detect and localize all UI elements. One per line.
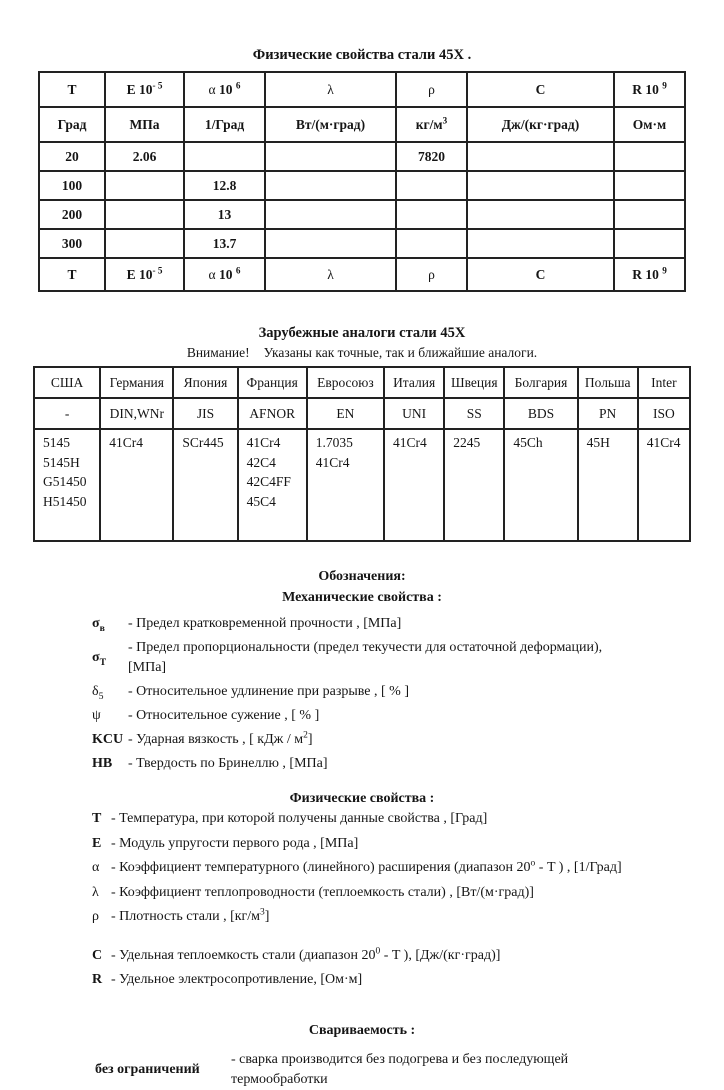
definition-text [111, 968, 362, 993]
country-cell: Болгария [504, 367, 577, 398]
symbol-text: σ [92, 616, 100, 631]
data-cell [467, 142, 614, 171]
phys-def-row-C [92, 944, 694, 969]
phys-data-row-100 [39, 171, 685, 200]
standard-cell: BDS [504, 398, 577, 429]
unit-label: Град [57, 116, 87, 132]
mech-def-row-psi [92, 706, 694, 726]
unit-label: Вт/(м·град) [295, 116, 366, 132]
analog-values-cell [578, 429, 638, 541]
data-cell [467, 229, 614, 258]
definition-post: - T ) , [1/Град] [535, 860, 622, 875]
data-cell: 300 [39, 229, 105, 258]
greek-symbol: ρ [428, 81, 435, 97]
greek-symbol: ρ [428, 266, 435, 282]
definition-sup: о [530, 858, 536, 869]
phys-def-row-alpha [92, 856, 694, 881]
unit-label: кг/м [415, 116, 443, 132]
greek-symbol: λ [327, 81, 334, 97]
data-cell [467, 200, 614, 229]
footer-exponent: 6 [235, 265, 241, 275]
header-cell-rho [396, 72, 467, 107]
definition-text [111, 856, 622, 881]
footer-exponent: 9 [662, 265, 667, 275]
standard-cell: SS [444, 398, 504, 429]
data-cell [396, 229, 467, 258]
data-cell: 7820 [396, 142, 467, 171]
data-cell [265, 229, 396, 258]
header-exponent: - 5 [152, 80, 163, 90]
rho-symbol: ρ [92, 909, 99, 924]
standard-cell: EN [307, 398, 384, 429]
data-cell [396, 171, 467, 200]
foreign-analogs-title: Зарубежные аналоги стали 45Х [258, 325, 466, 341]
analog-values-cell [504, 429, 577, 541]
unit-label: 1/Град [204, 116, 245, 132]
mech-def-row-delta5 [92, 682, 694, 702]
C-symbol: C [92, 947, 103, 963]
header-label: 10 [215, 81, 236, 97]
header-cell-lambda [265, 72, 396, 107]
mech-def-row-sigma-t [92, 638, 694, 678]
analog-grade: 41Cr4 [315, 454, 350, 470]
greek-symbol: λ [327, 266, 334, 282]
hb-symbol [92, 754, 128, 774]
definition-pre: - Удельная теплоемкость стали (диапазон 20 [111, 947, 376, 963]
mechanical-properties-heading: Механические свойства : [282, 590, 442, 605]
country-cell: Евросоюз [307, 367, 384, 398]
phys-data-row-200 [39, 200, 685, 229]
definition-pre: - Удельное электросопротивление, [Ом·м] [111, 972, 363, 987]
data-cell [265, 171, 396, 200]
analog-grade: G51450 [43, 474, 87, 489]
definition-text [128, 754, 328, 774]
country-cell: Франция [238, 367, 307, 398]
E-symbol: E [92, 835, 102, 851]
country-cell: Польша [578, 367, 638, 398]
analog-values-cell [638, 429, 690, 541]
physical-properties-table [38, 71, 686, 292]
delta5-symbol [92, 682, 128, 702]
definition-text [111, 807, 487, 832]
symbol-subscript: T [99, 656, 107, 668]
data-cell [265, 200, 396, 229]
analog-values-cell [173, 429, 237, 541]
header-cell-E [105, 72, 184, 107]
definition-pre: - Твердость по Бринеллю , [МПа] [128, 756, 328, 771]
definition-text [111, 944, 500, 969]
data-cell [614, 142, 685, 171]
definition-text [111, 905, 269, 930]
data-cell [467, 171, 614, 200]
phys-def-row-E [92, 832, 694, 857]
standard-cell: PN [578, 398, 638, 429]
header-label: T [67, 81, 77, 97]
analog-grade: H51450 [43, 493, 87, 509]
psi-symbol [92, 706, 128, 726]
definition-text [128, 638, 608, 678]
header-exponent: 6 [235, 80, 241, 90]
footer-cell-T [39, 258, 105, 291]
country-cell: Швеция [444, 367, 504, 398]
standard-cell: JIS [173, 398, 237, 429]
data-cell: 12.8 [184, 171, 265, 200]
definition-pre: - Предел пропорциональности (предел текучести для остаточной деформации), [МПа] [128, 640, 603, 675]
footer-cell-rho [396, 258, 467, 291]
symbol-text: δ [92, 684, 99, 699]
weldability-heading: Свариваемость : [308, 1022, 416, 1038]
sigma-t-symbol [92, 648, 128, 668]
symbol-text: ψ [92, 708, 101, 723]
mech-def-row-hb [92, 754, 694, 774]
mech-def-row-sigma-b [92, 614, 694, 634]
analog-grade: 2245 [453, 435, 481, 450]
phys-def-row-T [92, 807, 694, 832]
analog-grade: 45C4 [246, 493, 276, 509]
standard-cell: - [34, 398, 100, 429]
notice-text: Указаны как точные, так и ближайшие аналоги. [263, 345, 538, 360]
definition-text [128, 706, 319, 726]
data-cell [265, 142, 396, 171]
definition-post: - T ), [Дж/(кг·град)] [380, 947, 501, 963]
physical-properties-title: Физические свойства стали 45Х . [252, 47, 472, 63]
standard-cell: UNI [384, 398, 444, 429]
weldability-row [95, 1050, 694, 1090]
footer-label: T [67, 266, 77, 282]
phys-header-row [39, 72, 685, 107]
definition-post: ] [307, 732, 313, 747]
analog-grade: 41Cr4 [109, 435, 143, 450]
unit-cell [614, 107, 685, 142]
header-cell-alpha [184, 72, 265, 107]
header-exponent: 9 [662, 80, 667, 90]
definition-sup: 0 [375, 945, 381, 956]
header-cell-T [39, 72, 105, 107]
notice-lead: Внимание! [186, 345, 250, 360]
analog-country-row [34, 367, 690, 398]
analog-grade: 45Ch [513, 435, 543, 450]
physical-properties-heading: Физические свойства : [289, 791, 435, 806]
definition-sup: 3 [260, 907, 265, 918]
kcu-symbol [92, 730, 128, 750]
definition-pre: - Относительное сужение , [ % ] [128, 708, 320, 723]
designations-heading: Обозначения: [318, 569, 406, 584]
phys-def-row-lambda [92, 881, 694, 906]
weldability-term: без ограничений [95, 1061, 200, 1077]
definition-pre: - Коэффициент теплопроводности (теплоемкость стали) , [Вт/(м·град)] [111, 884, 534, 900]
phys-data-row-300 [39, 229, 685, 258]
analog-values-cell [307, 429, 384, 541]
header-cell-C [467, 72, 614, 107]
unit-cell [467, 107, 614, 142]
unit-label: Дж/(кг·град) [501, 116, 580, 132]
data-cell [105, 200, 184, 229]
definition-text [111, 832, 358, 857]
R-symbol: R [92, 972, 103, 987]
country-cell: Италия [384, 367, 444, 398]
alpha-symbol: α [92, 860, 100, 875]
unit-cell [39, 107, 105, 142]
analog-values-cell [238, 429, 307, 541]
unit-exponent: 3 [442, 115, 448, 125]
analog-grade: 45H [586, 435, 610, 450]
analog-grade: 41Cr4 [393, 435, 427, 450]
T-symbol: T [92, 811, 102, 826]
analog-grade: 41Cr4 [246, 435, 281, 450]
data-cell: 13.7 [184, 229, 265, 258]
data-cell: 200 [39, 200, 105, 229]
analog-grade: 5145H [43, 454, 80, 470]
data-cell [184, 142, 265, 171]
greek-symbol: α [208, 266, 216, 282]
data-cell [614, 200, 685, 229]
footer-label: C [535, 266, 546, 282]
data-cell [614, 229, 685, 258]
definition-sup: 2 [303, 730, 308, 741]
data-cell: 13 [184, 200, 265, 229]
header-label: R 10 [632, 81, 663, 97]
phys-footer-row [39, 258, 685, 291]
weldability-description: - сварка производится без подогрева и без последующей термообработки [231, 1051, 569, 1087]
country-cell: Inter [638, 367, 690, 398]
symbol-text: HB [92, 756, 113, 771]
header-label: E 10 [126, 81, 153, 97]
definition-pre: - Температура, при которой получены данные свойства , [Град] [111, 811, 488, 826]
symbol-subscript: в [99, 622, 105, 634]
greek-symbol: α [208, 81, 216, 97]
footer-cell-C [467, 258, 614, 291]
symbol-subscript: 5 [98, 690, 104, 702]
definition-pre: - Ударная вязкость , [ кДж / м [128, 732, 304, 747]
data-cell: 100 [39, 171, 105, 200]
analog-grade: 42C4 [246, 454, 276, 470]
definition-text [111, 881, 534, 906]
standard-cell: ISO [638, 398, 690, 429]
country-cell: Германия [100, 367, 173, 398]
analog-grade: 1.7035 [315, 435, 353, 450]
unit-cell [184, 107, 265, 142]
definition-pre: - Плотность стали , [кг/м [111, 909, 261, 924]
footer-cell-R [614, 258, 685, 291]
symbol-text: σ [92, 650, 100, 665]
definition-text [128, 614, 401, 634]
footer-label: E 10 [126, 266, 153, 282]
analog-grade: 41Cr4 [646, 435, 681, 450]
country-cell: США [34, 367, 100, 398]
analog-values-cell [444, 429, 504, 541]
symbol-text: KCU [92, 732, 124, 747]
country-cell: Япония [173, 367, 237, 398]
unit-label: Ом·м [632, 116, 667, 132]
sigma-b-symbol [92, 614, 128, 634]
data-cell [614, 171, 685, 200]
analogs-notice [0, 345, 724, 361]
data-cell: 2.06 [105, 142, 184, 171]
definition-pre: - Предел кратковременной прочности , [МПа] [128, 616, 402, 631]
analog-values-cell [34, 429, 100, 541]
analog-grade: SCr445 [182, 435, 224, 450]
analog-grade: 42C4FF [246, 474, 291, 489]
definition-pre: - Коэффициент температурного (линейного) расширения (диапазон 20 [111, 860, 531, 875]
definition-text [128, 730, 313, 750]
unit-cell [105, 107, 184, 142]
analog-values-cell [384, 429, 444, 541]
data-cell [105, 171, 184, 200]
analog-values-cell [100, 429, 173, 541]
analog-grade: 5145 [43, 435, 70, 450]
lambda-symbol: λ [92, 884, 99, 900]
phys-units-row [39, 107, 685, 142]
mech-def-row-kcu [92, 730, 694, 750]
footer-cell-E [105, 258, 184, 291]
unit-label: МПа [129, 116, 160, 132]
definition-pre: - Модуль упругости первого рода , [МПа] [111, 835, 359, 851]
analog-values-row [34, 429, 690, 541]
data-cell [105, 229, 184, 258]
footer-cell-alpha [184, 258, 265, 291]
definition-post: ] [264, 909, 270, 924]
standard-cell: AFNOR [238, 398, 307, 429]
footer-exponent: - 5 [152, 265, 163, 275]
foreign-analogs-table [33, 366, 691, 542]
definition-pre: - Относительное удлинение при разрыве , [ % ] [128, 684, 410, 699]
footer-label: 10 [215, 266, 236, 282]
footer-label: R 10 [632, 266, 663, 282]
analog-standard-row [34, 398, 690, 429]
unit-cell [265, 107, 396, 142]
phys-def-row-rho [92, 905, 694, 930]
data-cell: 20 [39, 142, 105, 171]
phys-def-row-R [92, 968, 694, 993]
footer-cell-lambda [265, 258, 396, 291]
data-cell [396, 200, 467, 229]
phys-data-row-20 [39, 142, 685, 171]
unit-cell [396, 107, 467, 142]
header-cell-R [614, 72, 685, 107]
header-label: C [535, 81, 546, 97]
definition-text [128, 682, 409, 702]
standard-cell: DIN,WNr [100, 398, 173, 429]
